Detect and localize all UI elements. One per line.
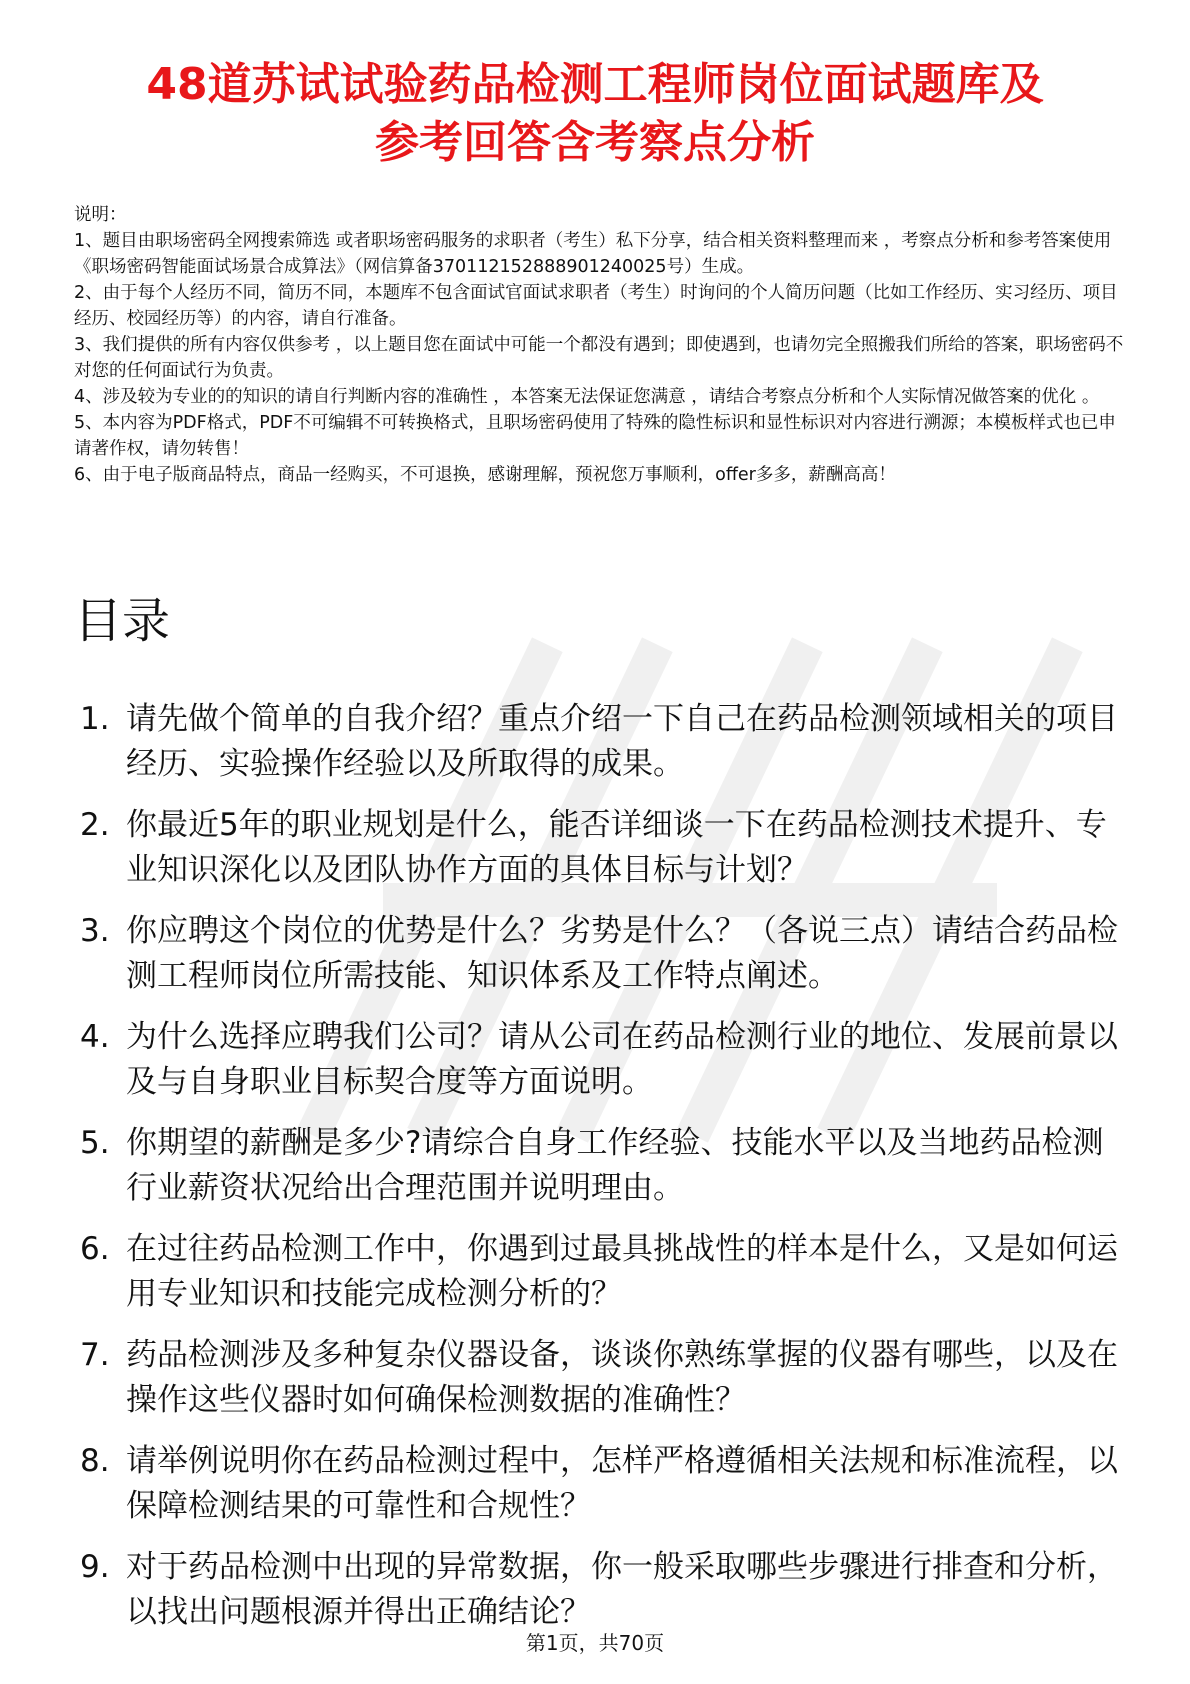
toc-item-number: 8. (80, 1443, 110, 1479)
notes-heading: 说明： (74, 205, 127, 225)
toc-item[interactable] (74, 803, 1134, 893)
toc-item[interactable] (74, 1121, 1134, 1211)
toc-item[interactable] (74, 909, 1134, 999)
toc-list (74, 697, 1134, 1651)
document-title (60, 56, 1130, 172)
toc-item[interactable] (74, 1227, 1134, 1317)
note-item: 5、本内容为PDF格式，PDF不可编辑不可转换格式，且职场密码使用了特殊的隐性标识和显性标识对内容进行溯源；本模板样式也已申请著作权，请勿转售！ (74, 413, 1116, 459)
toc-item-text: 你期望的薪酬是多少?请综合自身工作经验、技能水平以及当地药品检测行业薪资状况给出合理范围并说明理由。 (126, 1125, 1104, 1206)
toc-item-text: 为什么选择应聘我们公司？请从公司在药品检测行业的地位、发展前景以及与自身职业目标契合度等方面说明。 (126, 1019, 1118, 1100)
toc-item[interactable] (74, 1015, 1134, 1105)
toc-heading: 目录 (74, 593, 171, 649)
note-item: 6、由于电子版商品特点，商品一经购买，不可退换，感谢理解，预祝您万事顺利，offer多多，薪酬高高！ (74, 465, 896, 485)
note-item: 3、我们提供的所有内容仅供参考 ，以上题目您在面试中可能一个都没有遇到；即使遇到，也请勿完全照搬我们所给的答案，职场密码不对您的任何面试行为负责。 (74, 335, 1124, 381)
toc-item-number: 4. (80, 1019, 110, 1055)
toc-item-text: 药品检测涉及多种复杂仪器设备，谈谈你熟练掌握的仪器有哪些，以及在操作这些仪器时如何确保检测数据的准确性？ (126, 1337, 1118, 1418)
note-item: 1、题目由职场密码全网搜索筛选 或者职场密码服务的求职者（考生）私下分享，结合相关资料整理而来 ，考察点分析和参考答案使用《职场密码智能面试场景合成算法》（网信算备370112152888901240025号）生成。 (74, 231, 1112, 277)
toc-item-number: 7. (80, 1337, 110, 1373)
toc-item-number: 2. (80, 807, 110, 843)
toc-item-text: 你最近5年的职业规划是什么，能否详细谈一下在药品检测技术提升、专业知识深化以及团队协作方面的具体目标与计划？ (126, 807, 1107, 888)
title-line-1: 48道苏试试验药品检测工程师岗位面试题库及 (146, 59, 1044, 110)
toc-item[interactable] (74, 1439, 1134, 1529)
toc-item-number: 6. (80, 1231, 110, 1267)
toc-item-number: 1. (80, 701, 110, 737)
toc-item-number: 9. (80, 1549, 110, 1585)
note-item: 2、由于每个人经历不同，简历不同，本题库不包含面试官面试求职者（考生）时询问的个人简历问题（比如工作经历、实习经历、项目经历、校园经历等）的内容，请自行准备。 (74, 283, 1118, 329)
toc-item-number: 3. (80, 913, 110, 949)
note-item: 4、涉及较为专业的的知识的请自行判断内容的准确性 ，本答案无法保证您满意 ，请结合考察点分析和个人实际情况做答案的优化 。 (74, 387, 1100, 407)
toc-item[interactable] (74, 1333, 1134, 1423)
toc-item-text: 你应聘这个岗位的优势是什么？劣势是什么？（各说三点）请结合药品检测工程师岗位所需技能、知识体系及工作特点阐述。 (126, 913, 1118, 994)
toc-item[interactable] (74, 697, 1134, 787)
toc-item-text: 请举例说明你在药品检测过程中，怎样严格遵循相关法规和标准流程，以保障检测结果的可靠性和合规性？ (126, 1443, 1118, 1524)
disclaimer-notes (74, 202, 1124, 488)
title-line-2: 参考回答含考察点分析 (375, 117, 815, 168)
page-footer: 第1页，共70页 (525, 1631, 665, 1655)
toc-item[interactable] (74, 1545, 1134, 1635)
toc-item-text: 对于药品检测中出现的异常数据，你一般采取哪些步骤进行排查和分析，以找出问题根源并得出正确结论？ (126, 1549, 1118, 1630)
toc-item-text: 在过往药品检测工作中，你遇到过最具挑战性的样本是什么，又是如何运用专业知识和技能完成检测分析的？ (126, 1231, 1118, 1312)
toc-item-number: 5. (80, 1125, 110, 1161)
toc-item-text: 请先做个简单的自我介绍？重点介绍一下自己在药品检测领域相关的项目经历、实验操作经验以及所取得的成果。 (126, 701, 1118, 782)
